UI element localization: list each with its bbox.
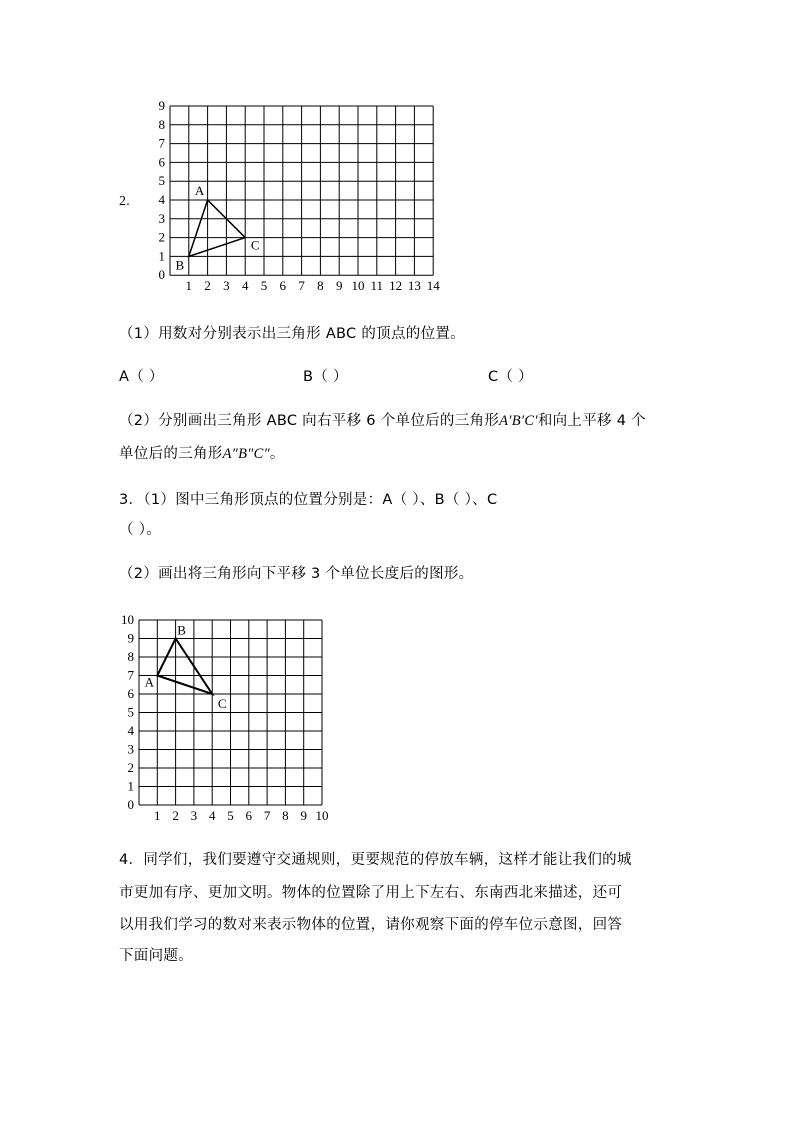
x-tick-label: 10: [315, 808, 329, 823]
x-tick-label: 2: [204, 278, 211, 294]
y-tick-label: 7: [127, 667, 134, 683]
x-tick-label: 6: [245, 808, 253, 823]
x-tick-label: 3: [190, 808, 198, 823]
q2-part2-text-c: 单位后的三角形: [119, 446, 223, 462]
y-tick-label: 0: [127, 797, 134, 812]
q2-part1: （1）用数对分别表示出三角形 ABC 的顶点的位置。: [119, 326, 465, 342]
x-tick-label: 9: [335, 278, 343, 294]
x-tick-label: 7: [263, 808, 271, 823]
q2-triangle-abc: [189, 200, 245, 256]
q2-part2-text-a: （2）分别画出三角形 ABC 向右平移 6 个单位后的三角形: [119, 413, 500, 429]
x-tick-label: 12: [389, 278, 403, 294]
x-tick-label: 6: [279, 278, 287, 294]
q2-part2-prime2: A″B″C″: [222, 446, 270, 462]
q4-line2: 市更加有序、更加文明。物体的位置除了用上下左右、东南西北来描述，还可: [119, 885, 623, 901]
y-tick-label: 8: [158, 116, 165, 132]
y-tick-label: 2: [158, 229, 165, 245]
q3-grid: [112, 612, 342, 824]
x-tick-label: 2: [172, 808, 179, 823]
vertex-label-c: C: [217, 696, 227, 711]
vertex-label-c: C: [250, 237, 260, 253]
y-tick-label: 3: [158, 210, 165, 226]
y-tick-label: 1: [158, 248, 165, 264]
q2-part2-line1: [119, 411, 646, 431]
x-tick-label: 10: [351, 278, 365, 294]
y-tick-label: 1: [127, 778, 134, 794]
vertex-label-b: B: [175, 257, 185, 273]
q2-grid: [140, 98, 450, 304]
q4-line3: 以用我们学习的数对来表示物体的位置，请你观察下面的停车位示意图，回答: [119, 917, 623, 933]
x-tick-label: 5: [227, 808, 234, 823]
y-tick-label: 9: [158, 98, 165, 113]
y-tick-label: 5: [158, 173, 165, 189]
x-tick-label: 7: [298, 278, 305, 294]
x-tick-label: 3: [223, 278, 230, 294]
x-tick-label: 4: [208, 808, 216, 823]
y-tick-label: 3: [127, 741, 134, 757]
x-tick-label: 14: [426, 278, 440, 294]
q4-line4: 下面问题。: [119, 948, 193, 964]
y-tick-label: 4: [158, 192, 165, 207]
q2-number: 2.: [119, 194, 131, 209]
y-tick-label: 9: [127, 630, 134, 646]
y-tick-label: 6: [127, 686, 134, 701]
vertex-label-a: A: [194, 183, 205, 198]
q2-part2-prime1: A′B′C′: [499, 413, 538, 429]
y-tick-label: 0: [158, 267, 165, 283]
q2-blank-b[interactable]: B（ ）: [303, 369, 348, 385]
q3-part2: （2）画出将三角形向下平移 3 个单位长度后的图形。: [119, 566, 474, 582]
q3-line1: 3．（1）图中三角形顶点的位置分别是：A（ ）、B（ ）、C: [119, 492, 498, 508]
vertex-label-a: A: [144, 674, 154, 690]
y-tick-label: 6: [158, 154, 165, 170]
y-tick-label: 8: [127, 649, 134, 664]
q3-triangle-abc: [157, 639, 212, 695]
y-tick-label: 10: [121, 612, 134, 627]
q2-part2-text-d: 。: [269, 446, 285, 462]
q2-blank-a[interactable]: A（ ）: [119, 369, 164, 385]
q4-line1: 4．同学们，我们要遵守交通规则，更要规范的停放车辆，这样才能让我们的城: [119, 852, 632, 868]
x-tick-label: 1: [154, 808, 161, 823]
x-tick-label: 9: [300, 808, 307, 823]
vertex-label-b: B: [177, 622, 186, 638]
y-tick-label: 4: [127, 723, 134, 738]
q2-part2-line2: [119, 444, 285, 464]
x-tick-label: 13: [407, 278, 421, 294]
x-tick-label: 5: [260, 278, 268, 294]
q2-blank-c[interactable]: C（ ）: [488, 369, 533, 385]
y-tick-label: 7: [158, 135, 165, 151]
y-tick-label: 2: [127, 760, 134, 775]
y-tick-label: 5: [127, 704, 134, 720]
x-tick-label: 1: [185, 278, 193, 294]
x-tick-label: 11: [370, 278, 384, 294]
x-tick-label: 4: [241, 278, 249, 294]
q2-part2-text-b: 和向上平移 4 个: [537, 413, 646, 429]
q3-line2[interactable]: （ ）。: [119, 522, 162, 538]
x-tick-label: 8: [282, 808, 289, 823]
x-tick-label: 8: [317, 278, 324, 294]
